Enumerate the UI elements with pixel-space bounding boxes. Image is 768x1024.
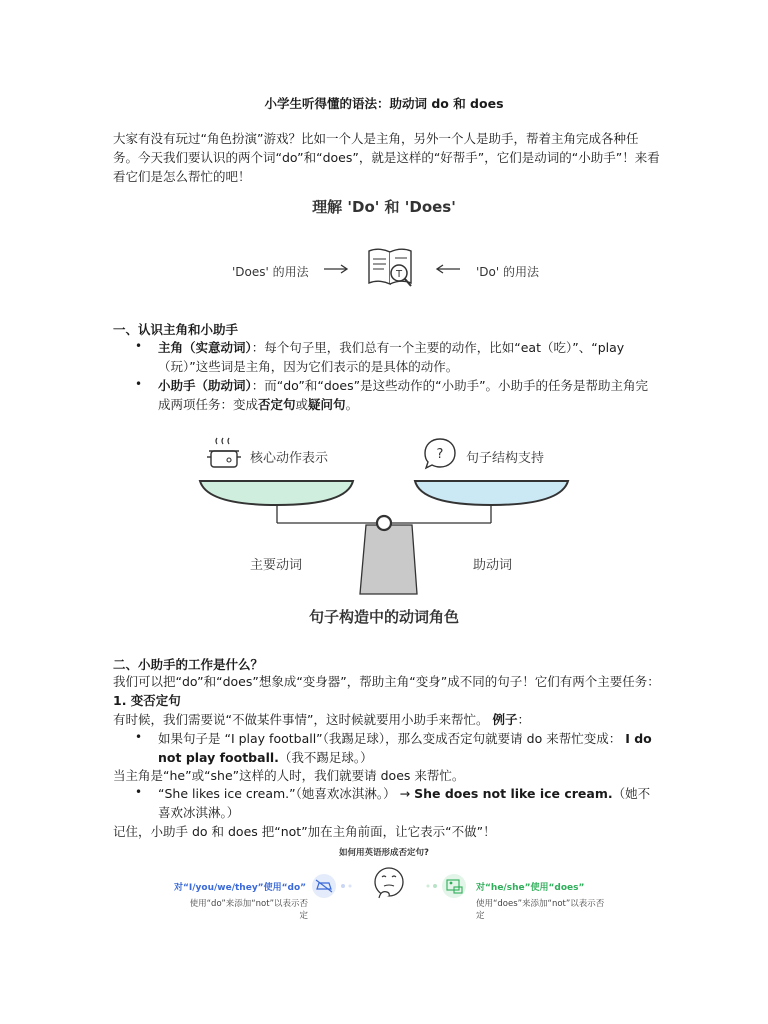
intro-paragraph: 大家有没有玩过“角色扮演”游戏？比如一个人是主角，另外一个人是助手，帮着主角完成各种任务。今天我们要认识的两个词“do”和“does”，就是这样的“好帮手”，它们是动词的“小助手”！来看看它们是怎么帮忙的吧！ xyxy=(113,131,660,184)
section2-line3: 记住，小助手 do 和 does 把“not”加在主角前面，让它表示“不做”！ xyxy=(113,824,496,839)
do-badge-icon xyxy=(310,872,360,900)
section2-line1 xyxy=(113,710,530,729)
bullet-text: （她不喜欢冰淇淋。） xyxy=(158,786,651,820)
question-bubble-icon xyxy=(423,437,457,471)
figure1-do-label: 'Do' 的用法 xyxy=(476,265,539,279)
figure2-title: 句子构造中的动词角色 xyxy=(308,608,459,626)
section1-bullet-main-verb xyxy=(158,338,660,376)
example-answer: I do not play football. xyxy=(158,731,652,765)
emphasis-question: 疑问句 xyxy=(308,397,346,412)
right-pan xyxy=(415,481,568,505)
figure3-do-description: 使用“do”来添加“not”以表示否定 xyxy=(189,899,308,921)
figure3-does-description: 使用“does”来添加“not”以表示否定 xyxy=(476,899,605,921)
bullet-text: ：而“do”和“does”是这些动作的“小助手”。小助手的任务是帮助主角完成两项任务：变成 xyxy=(158,378,649,412)
svg-text:T: T xyxy=(395,269,403,280)
bullet-text: 。 xyxy=(345,397,359,412)
bullet-dot: • xyxy=(135,377,143,391)
figure3-title: 如何用英语形成否定句? xyxy=(339,848,429,858)
section2-bullet-do xyxy=(158,729,660,767)
section1-heading: 一、认识主角和小助手 xyxy=(113,322,239,337)
bullet-dot: • xyxy=(135,339,143,353)
figure3-does-heading: 对“he/she”使用“does” xyxy=(476,883,585,893)
section2-line2: 当主角是“he”或“she”这样的人时，我们就要请 does 来帮忙。 xyxy=(113,768,465,783)
figure2-auxiliary-label: 助动词 xyxy=(473,558,513,573)
section2-bullet-does xyxy=(158,784,660,822)
figure1-does-label: 'Does' 的用法 xyxy=(232,265,309,279)
line-text: ： xyxy=(517,712,530,727)
example-label: 例子 xyxy=(492,712,518,727)
does-badge-icon xyxy=(418,872,468,900)
section2-intro: 我们可以把“do”和“does”想象成“变身器”，帮助主角“变身”成不同的句子！它们有两个主要任务： xyxy=(113,674,660,689)
balance-scale xyxy=(195,475,575,600)
line-text: 有时候，我们需要说“不做某件事情”，这时候就要用小助手来帮忙。 xyxy=(113,712,489,727)
figure2-structure-label: 句子结构支持 xyxy=(466,451,545,466)
figure2-core-action-label: 核心动作表示 xyxy=(250,451,329,466)
thinking-face-icon xyxy=(371,864,407,902)
bullet-text: （我不踢足球。） xyxy=(278,750,373,765)
bullet-text: 如果句子是 “I play football”（我踢足球），那么变成否定句就要请 do 来帮忙变成： xyxy=(158,731,622,746)
section1-bullet-auxiliary xyxy=(158,376,660,414)
example-answer: She does not like ice cream. xyxy=(414,786,613,801)
bullet-term: 主角（实意动词） xyxy=(158,340,252,355)
emphasis-negative: 否定句 xyxy=(258,397,296,412)
arrow-left-icon xyxy=(435,262,461,276)
svg-text:?: ? xyxy=(436,447,444,462)
bullet-term: 小助手（助动词） xyxy=(158,378,252,393)
subsection-negative-heading: 1. 变否定句 xyxy=(113,693,181,708)
left-pan xyxy=(200,481,353,505)
figure2-main-verb-label: 主要动词 xyxy=(250,558,303,573)
bullet-text: 或 xyxy=(295,397,309,412)
bullet-text: “She likes ice cream.”（她喜欢冰淇淋。） xyxy=(158,786,396,801)
figure3-do-heading: 对“I/you/we/they”使用“do” xyxy=(174,883,307,893)
bullet-dot: • xyxy=(135,785,143,799)
scale-base xyxy=(360,525,417,594)
section2-heading: 二、小助手的工作是什么？ xyxy=(113,657,264,672)
figure1-title: 理解 'Do' 和 'Does' xyxy=(312,198,456,216)
bullet-text: ：每个句子里，我们总有一个主要的动作，比如“eat（吃）”、“play（玩）”这些词是主角，因为它们表示的是具体的动作。 xyxy=(158,340,625,374)
document-title: 小学生听得懂的语法：助动词 do 和 does xyxy=(264,96,504,111)
bullet-dot: • xyxy=(135,730,143,744)
cooking-pot-icon xyxy=(207,436,243,472)
arrow-text: → xyxy=(399,786,411,801)
arrow-right-icon xyxy=(323,262,349,276)
book-magnifier-icon xyxy=(366,246,416,292)
